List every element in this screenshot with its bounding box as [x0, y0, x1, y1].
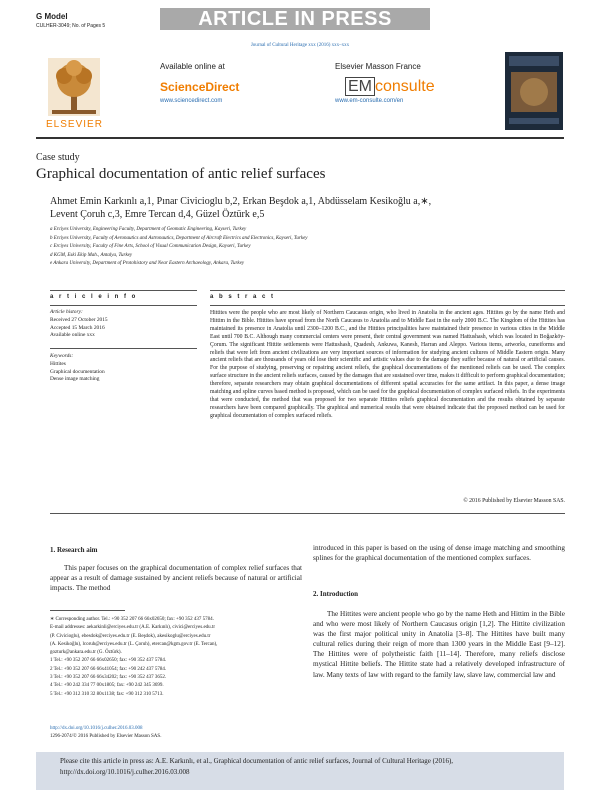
history-item: Accepted 15 March 2016: [50, 324, 105, 331]
sciencedirect-logo[interactable]: ScienceDirect: [160, 80, 240, 94]
history-item: Available online xxx: [50, 332, 95, 339]
elsevier-tree-logo-icon: [48, 58, 100, 116]
g-model-label: G Model: [36, 12, 68, 21]
elsevier-wordmark: ELSEVIER: [46, 119, 103, 130]
footnote-rule: [50, 610, 125, 611]
affiliation-item: a Erciyes University, Engineering Faculty, Department of Geomatic Engineering, Kayseri, Turkey: [50, 227, 247, 232]
issn-line: 1296-2074/© 2016 Published by Elsevier Masson SAS.: [50, 734, 162, 739]
journal-line[interactable]: Journal of Cultural Heritage xxx (2016) xxx–xxx: [250, 43, 350, 48]
footnote-item: 5 Tel.: +90 312 310 32 80x1138; fax: +90 312 310 5713.: [50, 691, 164, 697]
section-2-text: The Hittites were ancient people who go by the name Heth and Hittim in the Bible and who were most likely of Northern Caucasus origin [1,2]. The Hittite civilization was the first major political unity in Anatolia [3–8]. The Hittites have built many cultural relics during their reign of more than 1300 years in the Middle East [9–12]. The Hittites were of polytheistic faith [11–14]. Therefore, many reliefs disclose mystical Hittite beliefs. The Hittite state had a relatively developed infrastructure of law. Many texts of law with regard to the family law, slave law, commercial law and: [313, 610, 565, 679]
affiliations: [50, 226, 570, 269]
abstract-text: Hittites were the people who are most likely of Northern Caucasus origin, who lived in Anatolia in the ancient ages. Hittites go by the name Heth and Hittim in the Bible. Hittites have spread from the North Caucasus to Anatolia and to Middle East in the early 2000 B.C. The Kingdom of the Hittites has maintained its presence in Anatolia until 2300–1200 B.C., and the Hittites principalities have maintained their presence in various cities in the Middle East until 700 B.C. Although many commercial centers were present, their central government was named Hattushash, which was located in Boğazköy-Çorum. The significant Hittite settlements were Hattushash, Quadesh, Ankuwa, Kanesh, Harran and Aleppo. Various items, artworks, cuneiforms and reliefs that were left from ancient civilizations are very important sources of information for studying ancient cultures of Middle Eastern origin. Many ancient reliefs that are thousands of years old lose their scientific and artistic values due to the damage they suffer because of natural or artificial causes. For the purpose of studying, preserving or repairing ancient reliefs, the graphical documentations of the mentioned reliefs can be used. The complex surface structure in the ancient reliefs surfaces, caused by the damages that are sustained over time, makes it difficult to perform graphical documentation; therefore, separate researchers may obtain graphical documentations of different spatial accuracies for the same artifact. In this paper, a dense image matching and spline curves based method is proposed, which can be used for the graphical documentation of complex surfaced reliefs. In the experiments that were conducted, the method that was proposed for two separate Hittites reliefs graphical documentation and the results obtained by separate researchers have been compared graphically. The graphical and numerical results that were obtained indicate that the proposed method can be used for graphical documentation of complex surfaced reliefs.: [210, 310, 565, 419]
abstract-heading-rule: [210, 305, 565, 306]
footnote-item: 4 Tel.: +90 242 334 77 00x1805; fax: +90 242 345 3699.: [50, 683, 164, 689]
footnote-item: ∗ Corresponding author. Tel.: +90 352 207 66 66x02650; fax: +90 352 437 5784.: [50, 617, 214, 622]
keyword-item: Hittites: [50, 360, 66, 367]
keywords-label: Keywords:: [50, 353, 74, 359]
affiliation-item: c Erciyes University, Faculty of Fine Arts, School of Visual Communication Design, Kayseri, Turkey: [50, 244, 251, 249]
footnote-item: 1 Tel.: +90 352 207 66 66x02650; fax: +90 352 437 5784.: [50, 658, 167, 664]
authors-line-1: Ahmet Emin Karkınlı a,1, Pınar Civicioglu b,2, Erkan Beşdok a,1, Abdüsselam Kesikoğlu a,∗,: [50, 196, 432, 207]
em-consulte-url[interactable]: www.em-consulte.com/en: [335, 98, 404, 104]
footnote-item: 3 Tel.: +90 352 207 66 66x34202; fax: +90 352 437 3652.: [50, 675, 167, 681]
copyright-notice: © 2016 Published by Elsevier Masson SAS.: [463, 498, 565, 504]
method-continuation-text: introduced in this paper is based on the using of dense image matching and smoothing splines for the graphical documentation of the mentioned complex surfaces.: [313, 544, 565, 563]
affiliation-item: e Ankara University, Department of Protohistory and Near Eastern Archaeology, Ankara, Turkey: [50, 261, 245, 266]
history-item: Received 27 October 2015: [50, 316, 108, 323]
keyword-item: Dense image matching: [50, 376, 100, 383]
elsevier-masson-label: Elsevier Masson France: [335, 62, 421, 71]
article-in-press-banner: ARTICLE IN PRESS: [160, 8, 430, 30]
footnote-item: (A. Kesikoğlu), lcoruh@erciyes.edu.tr (L. Çoruh), etercan@kgm.gov.tr (E. Tercan),: [50, 641, 218, 647]
article-info-heading: a r t i c l e i n f o: [50, 294, 138, 300]
em-consulte-logo[interactable]: [345, 78, 435, 96]
history-label: Article history:: [50, 309, 83, 315]
footnote-item: gozturk@ankara.edu.tr (G. Öztürk).: [50, 650, 122, 656]
em-logo-prefix: EM: [345, 77, 375, 96]
footnotes: [50, 616, 302, 699]
abstract-top-rule: [210, 290, 565, 291]
available-online-label: Available online at: [160, 62, 225, 71]
keyword-item: Graphical documentation: [50, 368, 105, 375]
affiliation-item: b Erciyes University, Faculty of Aeronautics and Astronautics, Department of Aircraft Electrics and Electronics, Kayseri, Turkey: [50, 235, 308, 241]
section-2-heading: 2. Introduction: [313, 590, 358, 598]
abstract-heading: a b s t r a c t: [210, 294, 276, 300]
affiliation-item: d KGM, Eski Ekip Mah., Antalya, Turkey: [50, 252, 133, 258]
section-1-text: This paper focuses on the graphical documentation of complex relief surfaces that appear as a result of damage sustained by ancient reliefs because of natural or artificial impacts. The method: [50, 564, 302, 593]
article-ref: CULHER-3049; No. of Pages 5: [36, 23, 106, 29]
info-heading-rule: [50, 305, 197, 306]
footnote-item: (P. Civicioglu), ebesdok@erciyes.edu.tr (E. Beşdok), akesikoglu@erciyes.edu.tr: [50, 633, 211, 639]
article-type: Case study: [36, 152, 80, 163]
abstract-bottom-rule: [50, 513, 565, 514]
journal-cover-image: [505, 52, 563, 130]
article-history: [50, 309, 197, 340]
doi-link[interactable]: http://dx.doi.org/10.1016/j.culher.2016.03.008: [50, 726, 143, 731]
sciencedirect-url[interactable]: www.sciencedirect.com: [160, 98, 223, 104]
em-logo-suffix: consulte: [375, 78, 435, 95]
authors-line-2: Levent Çoruh c,3, Emre Tercan d,4, Güzel Öztürk e,5: [50, 209, 265, 220]
info-top-rule: [50, 290, 197, 291]
citation-text[interactable]: Please cite this article in press as: A.E. Karkınlı, et al., Graphical documentation of antic relief surfaces, Journal of Cultural Heritage (2016), http://dx.doi.org/10.1016/j.culher.2016.03.008: [60, 757, 454, 776]
article-title: Graphical documentation of antic relief surfaces: [36, 166, 326, 182]
footnote-item: E-mail addresses: aekarkinli@erciyes.edu.tr (A.E. Karkınlı), civici@erciyes.edu.tr: [50, 625, 215, 631]
section-1-heading: 1. Research aim: [50, 546, 98, 554]
footnote-item: 2 Tel.: +90 352 207 66 66x41054; fax: +90 242 437 5784.: [50, 666, 167, 672]
keywords: [50, 353, 197, 384]
header-divider: [36, 137, 564, 139]
keywords-rule: [50, 348, 197, 349]
